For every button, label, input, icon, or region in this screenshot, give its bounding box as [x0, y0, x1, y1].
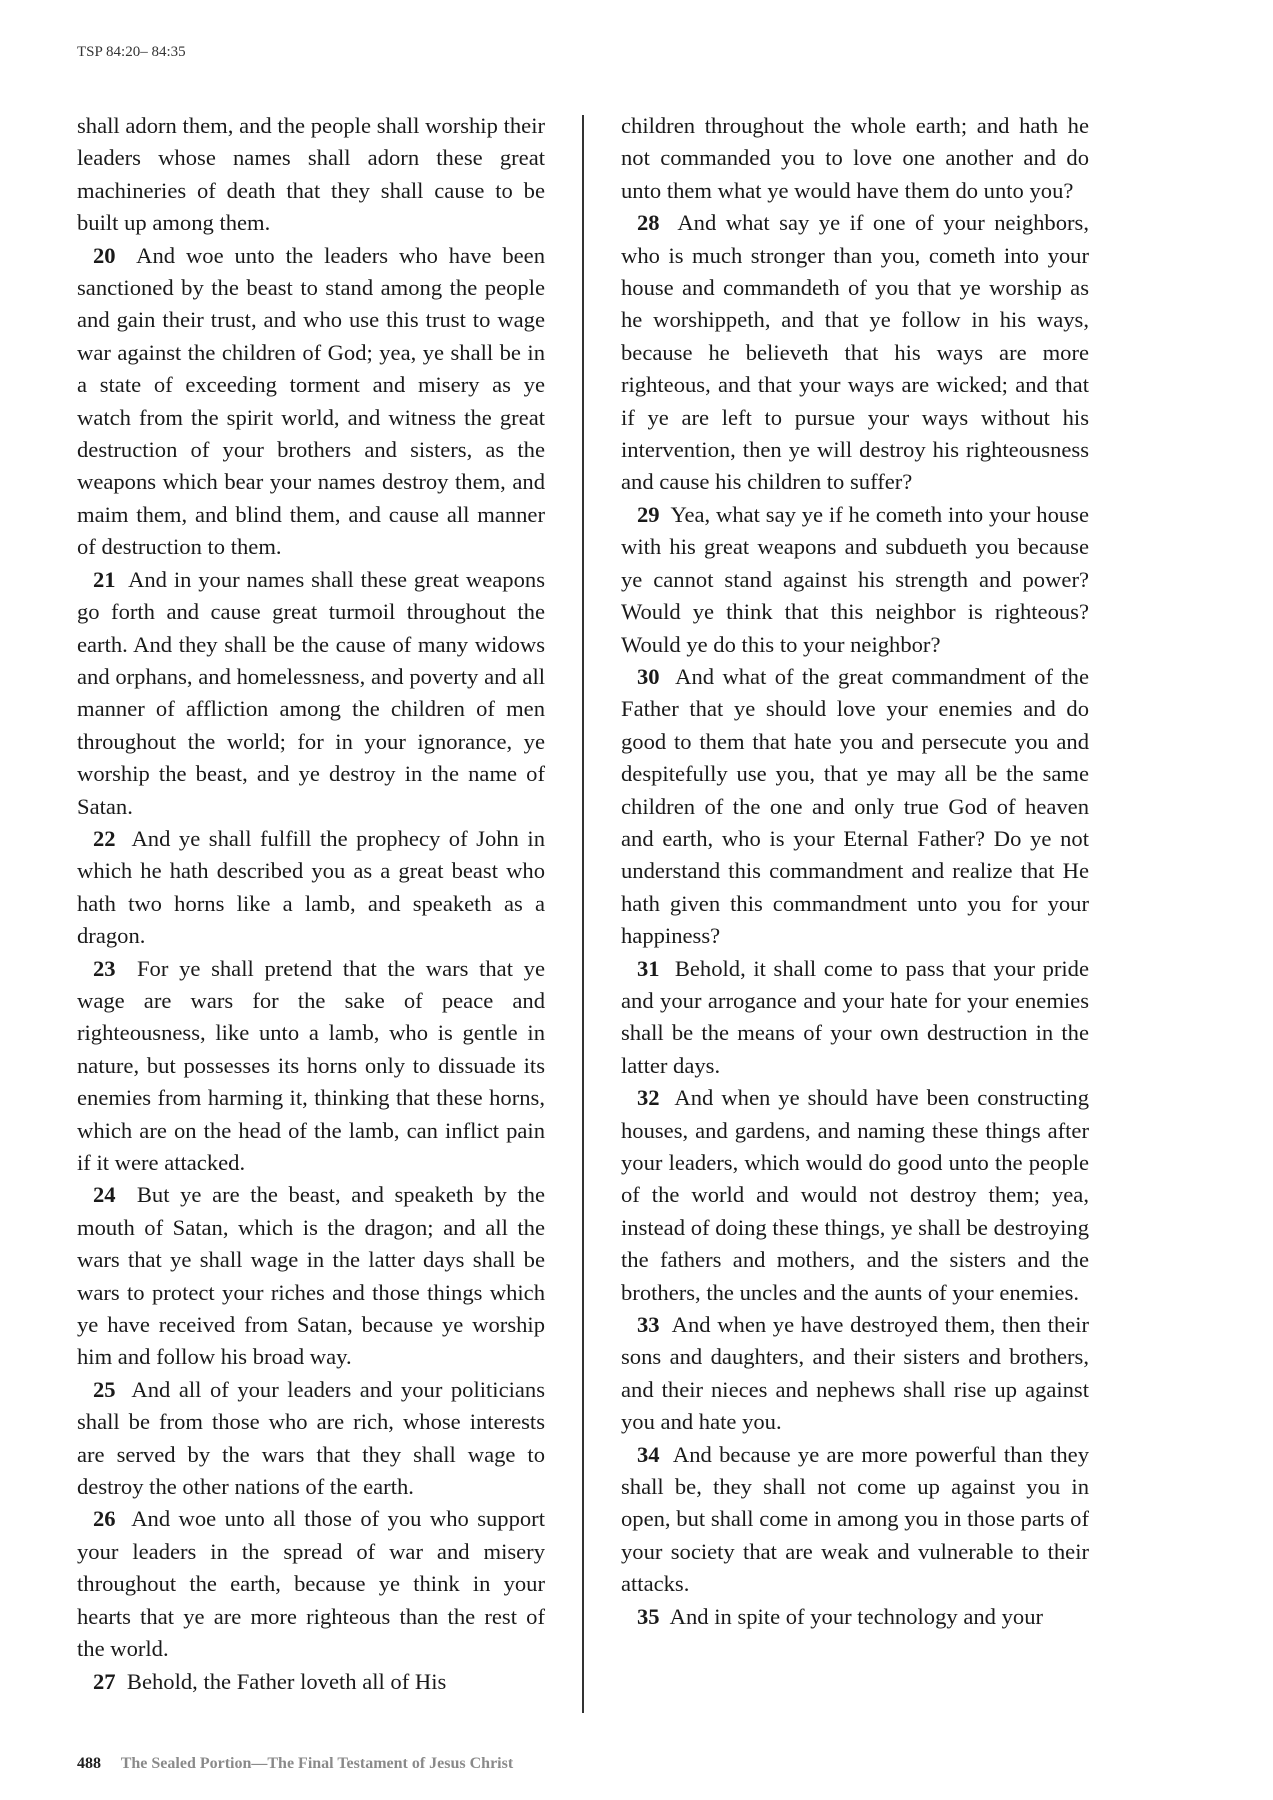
- verse-text: And when ye have destroyed them, then their sons and daughters, and their sisters and brothers, and their nieces and nephews shall rise up against you and hate you.: [621, 1312, 1089, 1435]
- book-title: The Sealed Portion—The Final Testament of Jesus Christ: [120, 1755, 514, 1772]
- running-head: TSP 84:20– 84:35: [77, 44, 186, 60]
- verse-text: And what say ye if one of your neighbors, who is much stronger than you, cometh into your house and commandeth of you that ye worship as he worshippeth, and that ye follow in his ways, because he believeth that his ways are more righteous, and that your ways are wicked; and that if ye are left to pursue your ways without his intervention, then ye will destroy his righteousness and cause his children to suffer?: [621, 210, 1089, 495]
- verse-text: And in spite of your technology and your: [669, 1603, 1044, 1629]
- verse-number: 35: [637, 1603, 660, 1629]
- verse-paragraph: [621, 110, 1089, 207]
- verse-number: 31: [637, 955, 660, 981]
- verse-paragraph: [77, 1374, 545, 1504]
- column-divider: [582, 115, 584, 1713]
- verse-text: And woe unto the leaders who have been sanctioned by the beast to stand among the people and gain their trust, and who use this trust to wage war against the children of God; yea, ye shall be in a state of exceeding torment and misery as ye watch from the spirit world, and witness the great destruction of your brothers and sisters, as the weapons which bear your names destroy them, and maim them, and blind them, and cause all manner of destruction to them.: [77, 242, 545, 560]
- verse-text: And because ye are more powerful than they shall be, they shall not come up against you in open, but shall come in among you in those parts of your society that are weak and vulnerable to their attacks.: [621, 1441, 1089, 1597]
- verse-text: Behold, it shall come to pass that your pride and your arrogance and your hate for your enemies shall be the means of your own destruction in the latter days.: [621, 955, 1089, 1078]
- verse-paragraph: [621, 207, 1089, 499]
- page-footer: [77, 1755, 513, 1773]
- verse-paragraph: [77, 1503, 545, 1665]
- verse-paragraph: [77, 953, 545, 1180]
- verse-paragraph: [77, 564, 545, 823]
- verse-text: And all of your leaders and your politicians shall be from those who are rich, whose interests are served by the wars that they shall wage to destroy the other nations of the earth.: [77, 1376, 546, 1500]
- verse-number: 20: [93, 242, 116, 268]
- verse-text: children throughout the whole earth; and hath he not commanded you to love one another and do unto them what ye would have them do unto you?: [621, 113, 1089, 203]
- verse-number: 32: [637, 1085, 660, 1111]
- verse-paragraph: [621, 1439, 1089, 1601]
- right-column: [621, 110, 1089, 1633]
- verse-text: And in your names shall these great weapons go forth and cause great turmoil throughout the earth. And they shall be the cause of many widows and orphans, and homelessness, and poverty and all manner of affliction among the children of men throughout the world; for in your ignorance, ye worship the beast, and ye destroy in the name of Satan.: [77, 566, 545, 819]
- verse-paragraph: [621, 953, 1089, 1083]
- page-number: 488: [77, 1755, 101, 1772]
- verse-number: 30: [637, 663, 660, 689]
- verse-text: For ye shall pretend that the wars that ye wage are wars for the sake of peace and righteousness, like unto a lamb, who is gentle in nature, but possesses its horns only to dissuade its enemies from harming it, thinking that these horns, which are on the head of the lamb, can inflict pain if it were attacked.: [77, 955, 546, 1175]
- verse-text: And when ye should have been constructing houses, and gardens, and naming these things after your leaders, which would do good unto the people of the world and would not destroy them; yea, instead of doing these things, ye shall be destroying the fathers and mothers, and the sisters and the brothers, the uncles and the aunts of your enemies.: [621, 1085, 1089, 1305]
- verse-paragraph: [77, 240, 545, 564]
- verse-text: Behold, the Father loveth all of His: [126, 1668, 447, 1694]
- verse-number: 22: [93, 825, 116, 851]
- verse-text: Yea, what say ye if he cometh into your house with his great weapons and subdueth you because ye cannot stand against his strength and power? Would ye think that this neighbor is righteous? Would ye do this to your neighbor?: [621, 501, 1089, 657]
- verse-number: 27: [93, 1668, 116, 1694]
- verse-paragraph: [621, 499, 1089, 661]
- verse-paragraph: [77, 110, 545, 240]
- verse-number: 33: [637, 1312, 660, 1338]
- verse-number: 28: [637, 210, 660, 236]
- verse-paragraph: [621, 1309, 1089, 1439]
- verse-number: 34: [637, 1441, 660, 1467]
- verse-number: 26: [93, 1506, 116, 1532]
- verse-paragraph: [621, 1082, 1089, 1309]
- verse-number: 23: [93, 955, 116, 981]
- verse-paragraph: [621, 661, 1089, 953]
- verse-text: shall adorn them, and the people shall worship their leaders whose names shall adorn these great machineries of death that they shall cause to be built up among them.: [77, 113, 545, 236]
- verse-number: 21: [93, 566, 116, 592]
- verse-paragraph: [77, 1666, 545, 1698]
- verse-number: 25: [93, 1376, 116, 1402]
- verse-paragraph: [621, 1601, 1089, 1633]
- verse-text: And ye shall fulfill the prophecy of John in which he hath described you as a great beast who hath two horns like a lamb, and speaketh as a dragon.: [77, 825, 545, 949]
- left-column: [77, 110, 545, 1698]
- verse-text: But ye are the beast, and speaketh by the mouth of Satan, which is the dragon; and all the wars that ye shall wage in the latter days shall be wars to protect your riches and those things which ye have received from Satan, because ye worship him and follow his broad way.: [77, 1182, 545, 1370]
- verse-text: And what of the great commandment of the Father that ye should love your enemies and do good to them that hate you and persecute you and despitefully use you, that ye may all be the same children of the one and only true God of heaven and earth, who is your Eternal Father? Do ye not understand this commandment and realize that He hath given this commandment unto you for your happiness?: [621, 663, 1089, 949]
- verse-text: And woe unto all those of you who support your leaders in the spread of war and misery throughout the earth, because ye think in your hearts that ye are more righteous than the rest of the world.: [77, 1506, 545, 1662]
- verse-paragraph: [77, 1179, 545, 1373]
- verse-number: 29: [637, 501, 660, 527]
- verse-paragraph: [77, 823, 545, 953]
- verse-number: 24: [93, 1182, 116, 1208]
